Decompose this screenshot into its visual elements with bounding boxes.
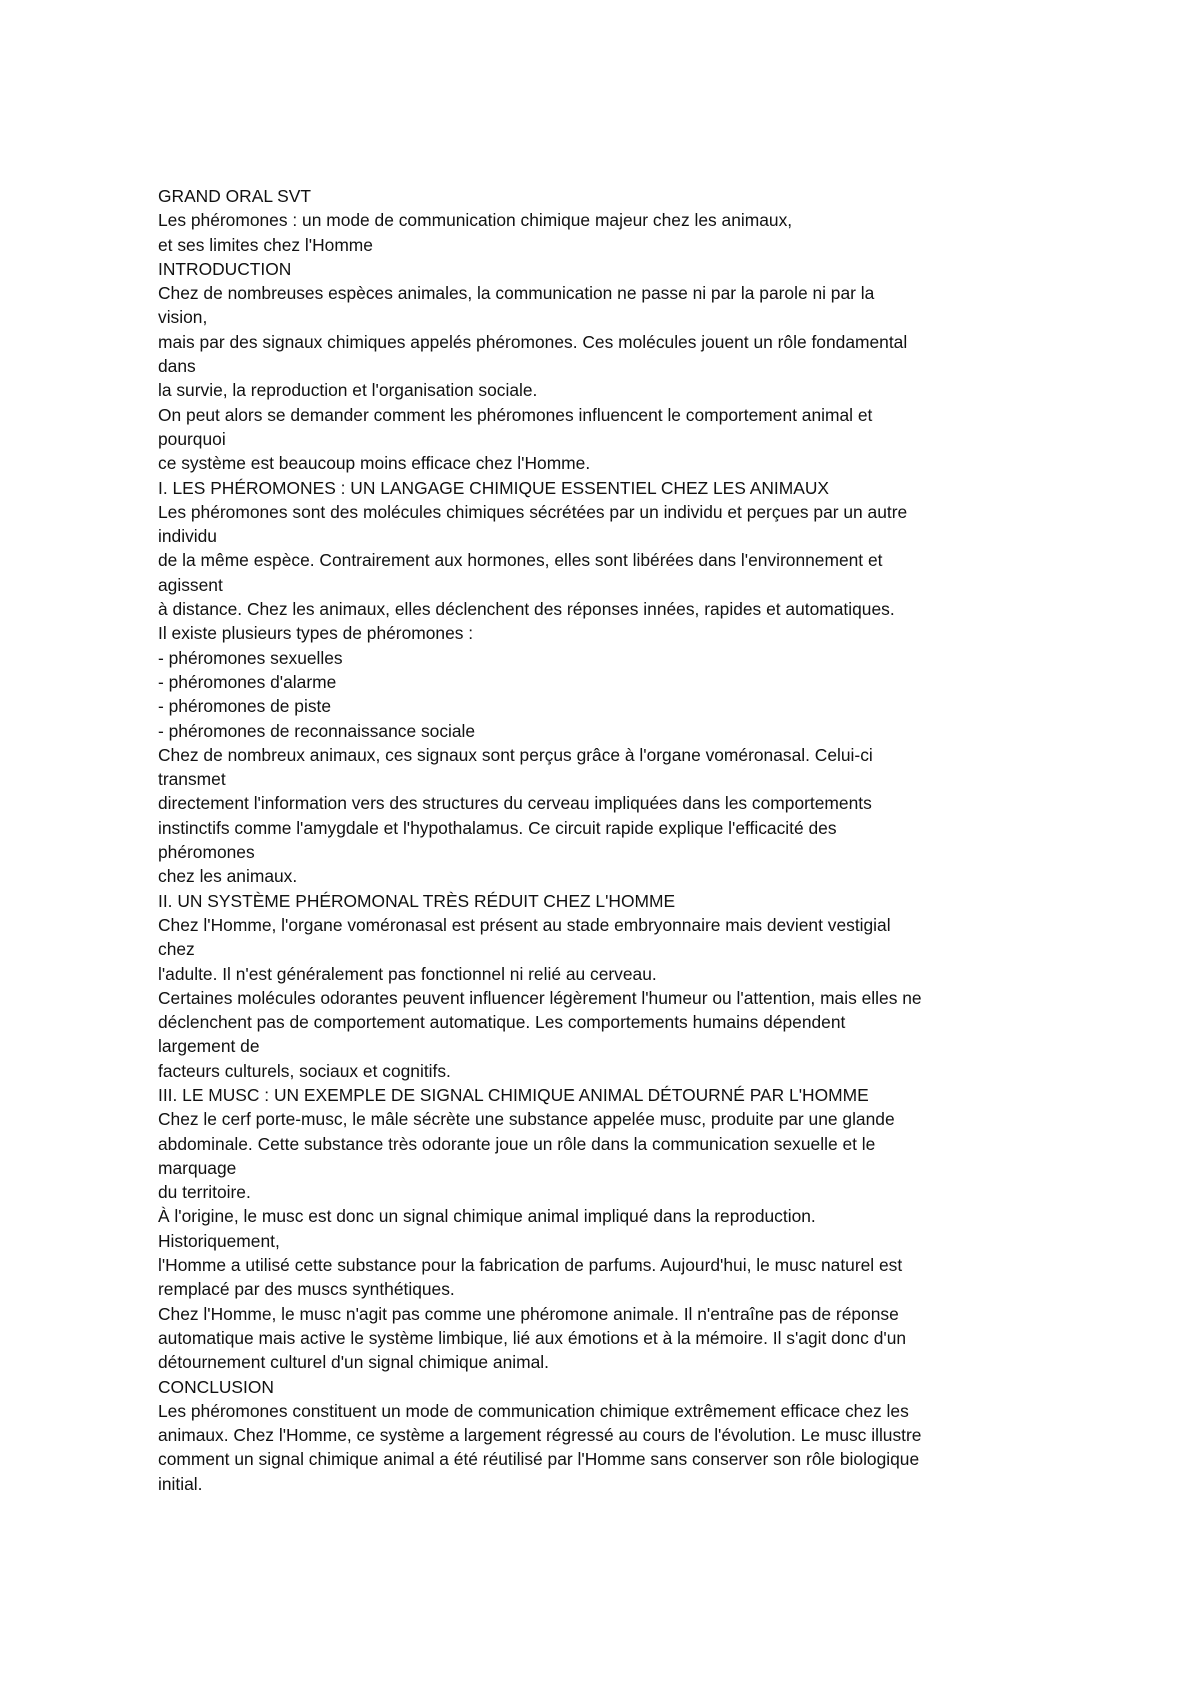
text-line: Chez de nombreux animaux, ces signaux sont perçus grâce à l'organe voméronasal. Celui-ci <box>158 744 873 765</box>
text-line: et ses limites chez l'Homme <box>158 234 373 255</box>
text-line: phéromones <box>158 842 255 863</box>
text-line: Il existe plusieurs types de phéromones : <box>158 623 474 644</box>
text-line: Les phéromones sont des molécules chimiques sécrétées par un individu et perçues par un autre <box>158 501 908 522</box>
text-line: chez <box>158 939 195 960</box>
text-line: II. UN SYSTÈME PHÉROMONAL TRÈS RÉDUIT CHEZ L'HOMME <box>158 890 676 911</box>
text-line: GRAND ORAL SVT <box>158 186 311 206</box>
text-line: du territoire. <box>158 1182 251 1203</box>
text-line: l'adulte. Il n'est généralement pas fonctionnel ni relié au cerveau. <box>158 963 657 984</box>
text-line: Chez l'Homme, le musc n'agit pas comme une phéromone animale. Il n'entraîne pas de réponse <box>158 1303 899 1324</box>
text-line: INTRODUCTION <box>158 258 292 279</box>
text-line: facteurs culturels, sociaux et cognitifs. <box>158 1060 451 1081</box>
text-line: la survie, la reproduction et l'organisation sociale. <box>158 380 538 401</box>
text-line: mais par des signaux chimiques appelés phéromones. Ces molécules jouent un rôle fondamental <box>158 331 908 352</box>
text-line: - phéromones de piste <box>158 696 332 717</box>
text-line: À l'origine, le musc est donc un signal chimique animal impliqué dans la reproduction. <box>158 1206 816 1227</box>
text-line: pourquoi <box>158 428 226 449</box>
text-line: abdominale. Cette substance très odorante joue un rôle dans la communication sexuelle et le <box>158 1133 876 1154</box>
text-line: animaux. Chez l'Homme, ce système a largement régressé au cours de l'évolution. Le musc illustre <box>158 1425 922 1446</box>
text-line: largement de <box>158 1036 260 1057</box>
text-line: III. LE MUSC : UN EXEMPLE DE SIGNAL CHIMIQUE ANIMAL DÉTOURNÉ PAR L'HOMME <box>158 1084 869 1105</box>
text-line: Historiquement, <box>158 1230 280 1251</box>
text-line: chez les animaux. <box>158 866 298 887</box>
text-line: initial. <box>158 1473 203 1494</box>
text-line: instinctifs comme l'amygdale et l'hypothalamus. Ce circuit rapide explique l'efficacité des <box>158 817 837 838</box>
text-line: - phéromones de reconnaissance sociale <box>158 720 476 741</box>
text-line: à distance. Chez les animaux, elles déclenchent des réponses innées, rapides et automatiques. <box>158 599 895 620</box>
text-line: Les phéromones : un mode de communication chimique majeur chez les animaux, <box>158 210 793 231</box>
text-line: ce système est beaucoup moins efficace chez l'Homme. <box>158 453 591 474</box>
text-line: de la même espèce. Contrairement aux hormones, elles sont libérées dans l'environnement et <box>158 550 883 571</box>
text-line: I. LES PHÉROMONES : UN LANGAGE CHIMIQUE ESSENTIEL CHEZ LES ANIMAUX <box>158 477 829 498</box>
text-line: CONCLUSION <box>158 1376 274 1397</box>
text-line: - phéromones d'alarme <box>158 671 337 692</box>
text-line: - phéromones sexuelles <box>158 647 343 668</box>
text-line: individu <box>158 526 217 547</box>
text-line: Chez l'Homme, l'organe voméronasal est présent au stade embryonnaire mais devient vestigial <box>158 914 891 935</box>
text-line: dans <box>158 356 196 377</box>
text-line: marquage <box>158 1157 237 1178</box>
text-line: Les phéromones constituent un mode de communication chimique extrêmement efficace chez les <box>158 1400 909 1421</box>
text-line: comment un signal chimique animal a été réutilisé par l'Homme sans conserver son rôle biologique <box>158 1449 920 1470</box>
text-line: vision, <box>158 307 208 328</box>
text-line: remplacé par des muscs synthétiques. <box>158 1279 455 1300</box>
text-line: Chez de nombreuses espèces animales, la communication ne passe ni par la parole ni par la <box>158 283 875 304</box>
text-line: agissent <box>158 574 223 595</box>
text-line: Certaines molécules odorantes peuvent influencer légèrement l'humeur ou l'attention, mais elles ne <box>158 987 922 1008</box>
text-line: automatique mais active le système limbique, lié aux émotions et à la mémoire. Il s'agit donc d'un <box>158 1327 907 1348</box>
text-line: l'Homme a utilisé cette substance pour la fabrication de parfums. Aujourd'hui, le musc naturel est <box>158 1255 903 1276</box>
text-line: transmet <box>158 769 226 790</box>
text-line: On peut alors se demander comment les phéromones influencent le comportement animal et <box>158 404 873 425</box>
document-body <box>158 184 1078 1496</box>
text-line: Chez le cerf porte-musc, le mâle sécrète une substance appelée musc, produite par une glande <box>158 1109 895 1130</box>
text-line: directement l'information vers des structures du cerveau impliquées dans les comportements <box>158 793 872 814</box>
text-line: déclenchent pas de comportement automatique. Les comportements humains dépendent <box>158 1012 846 1033</box>
text-line: détournement culturel d'un signal chimique animal. <box>158 1352 549 1373</box>
